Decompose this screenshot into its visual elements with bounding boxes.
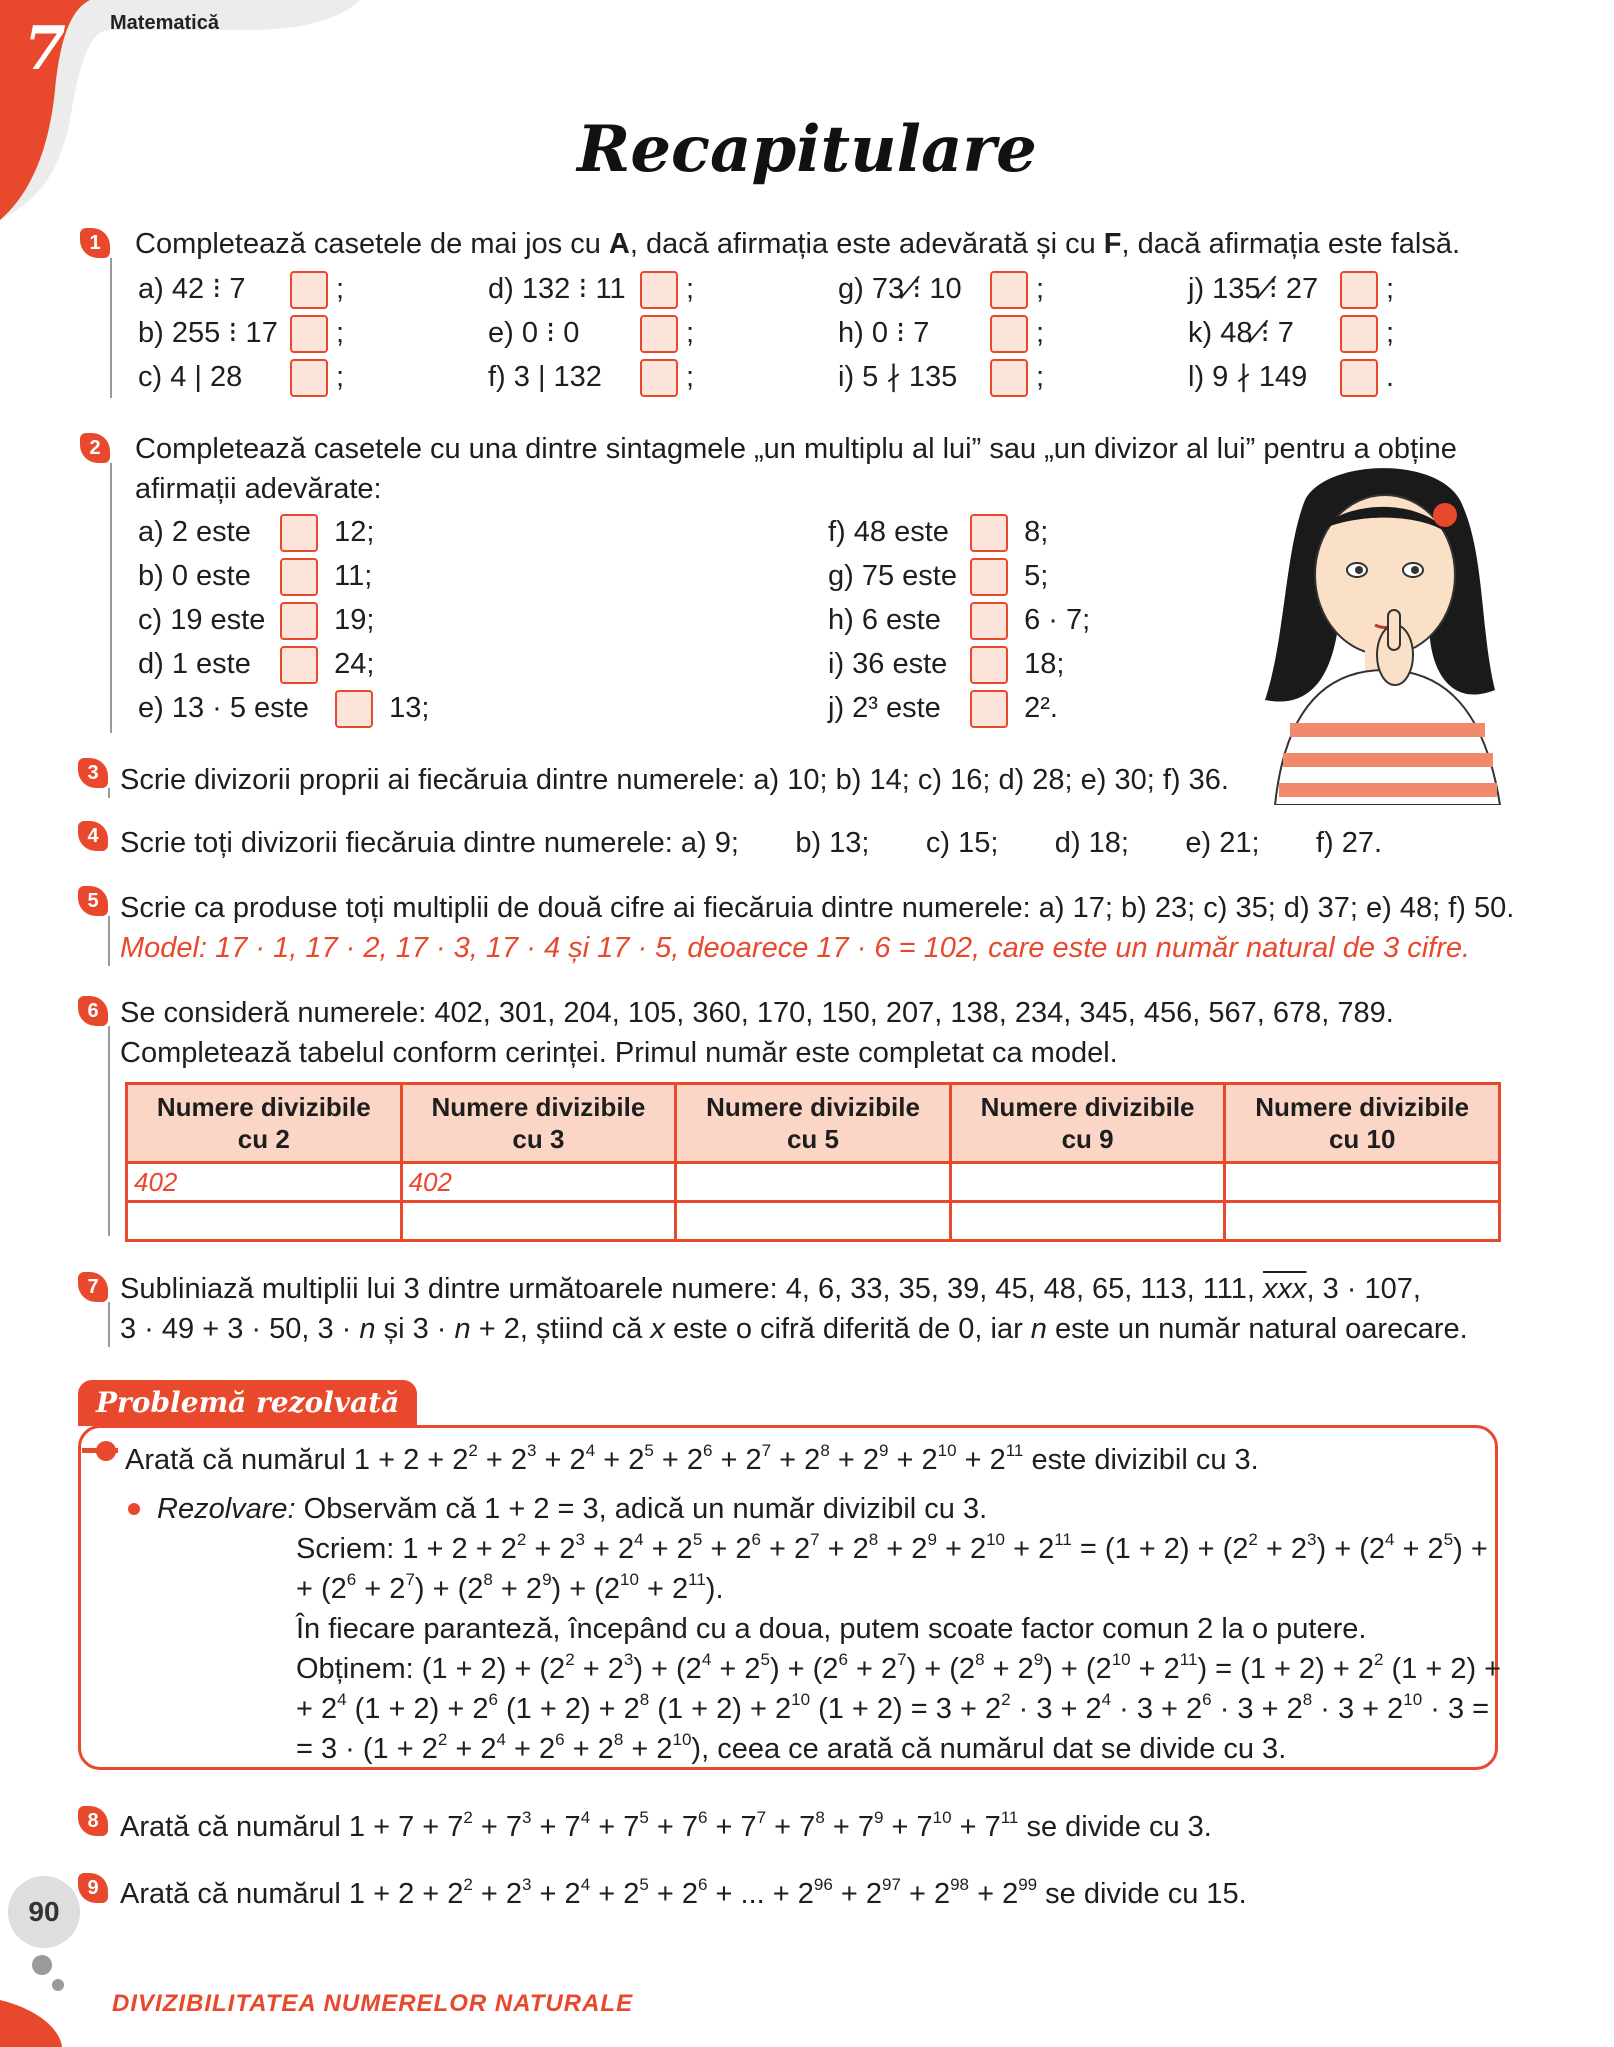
exercise-1-item (1188, 314, 1394, 353)
exercise-2-item-label: c) 19 este (138, 604, 266, 636)
table-cell[interactable] (127, 1202, 402, 1241)
exercise-5-text: Scrie ca produse toți multiplii de două cifre ai fiecăruia dintre numerele: a) 17; b) 23; c) 35; d) 37; e) 48; f) 50. (120, 892, 1515, 924)
exercise-number-5: 5 (78, 886, 108, 916)
table-cell[interactable] (676, 1202, 951, 1241)
table-header-cell: Numere divizibile cu 9 (950, 1084, 1225, 1163)
answer-box[interactable] (990, 315, 1028, 353)
exercise-1-item-label: h) 0 ⁝ 7 (838, 317, 930, 349)
answer-box[interactable] (970, 646, 1008, 684)
exercise-1-item-end: ; (1378, 273, 1395, 305)
answer-box[interactable] (280, 558, 318, 596)
exercise-1-item-label: l) 9 ∤ 149 (1188, 361, 1308, 393)
subject-label: Matematică (110, 12, 219, 34)
exercise-number-4: 4 (78, 821, 108, 851)
rezolvare-scriem: Scriem: $1 + 2 + 2^2 + 2^3 + 2^4 + 2^5 + 2^6 + 2^7 + 2^8 + 2^9 + 2^{10} + 2^{11} = (1 + 2) + (2^2 + 2^3) + (2^4 + 2^5)$ + (296, 1530, 1488, 1565)
exercise-2-item-label: f) 48 este (828, 516, 949, 548)
exercise-1-item-label: j) 135 ⁝̸ 27 (1188, 273, 1319, 305)
exercise-2-item-rest: 24; (318, 648, 375, 680)
answer-box[interactable] (970, 558, 1008, 596)
exercise-1-item-label: k) 48 ⁝̸ 7 (1188, 317, 1294, 349)
answer-box[interactable] (990, 271, 1028, 309)
exercise-2-item-rest: 5; (1008, 560, 1049, 592)
exercise-2-item-label: b) 0 este (138, 560, 251, 592)
table-cell[interactable] (676, 1163, 951, 1202)
exercise-1-item-label: b) 255 ⁝ 17 (138, 317, 278, 349)
exercise-4-text: Scrie toți divizorii fiecăruia dintre numerele: a) 9; b) 13; c) 15; d) 18; e) 21; f) 27. (120, 827, 1383, 859)
exercise-2-item-rest: 2². (1008, 692, 1058, 724)
answer-box[interactable] (290, 271, 328, 309)
exercise-1-item-label: a) 42 ⁝ 7 (138, 273, 246, 305)
rezolvare-obtinem: Obținem: $(1 + 2) + (2^2 + 2^3) + (2^4 + 2^5) + (2^6 + 2^7) + (2^8 + 2^9) + (2^{10} + 2^{11}) = (1 + 2) + 2^2$ (1 + 2) + (296, 1650, 1502, 1685)
exercise-6-bar (108, 1026, 110, 1236)
page-title: Recapitulare (577, 112, 1037, 187)
exercise-1-item-end: ; (328, 273, 345, 305)
girl-thinking-illustration (1245, 460, 1525, 805)
exercise-7-bar (108, 1302, 110, 1347)
exercise-3-bar (108, 788, 110, 798)
exercise-5-bar (108, 916, 110, 966)
exercise-1-item-end: ; (1378, 317, 1395, 349)
page-number-decoration (0, 1860, 80, 2047)
chapter-number: 7 (24, 14, 66, 84)
exercise-5-model: Model: 17 · 1, 17 · 2, 17 · 3, 17 · 4 și 17 · 5, deoarece 17 · 6 = 102, care este un număr natural de 3 cifre. (120, 932, 1471, 964)
exercise-1-item-end: ; (1028, 317, 1045, 349)
answer-box[interactable] (280, 514, 318, 552)
answer-box[interactable] (970, 690, 1008, 728)
exercise-1-item-label: i) 5 ∤ 135 (838, 361, 958, 393)
answer-box[interactable] (1340, 271, 1378, 309)
exercise-number-9: 9 (78, 1873, 108, 1903)
exercise-2-item-rest: 13; (373, 692, 430, 724)
exercise-number-8: 8 (78, 1806, 108, 1836)
answer-box[interactable] (970, 602, 1008, 640)
exercise-8-text: Arată că numărul $1 + 7 + 7^2 + 7^3 + 7^4 + 7^5 + 7^6 + 7^7 + 7^8 + 7^9 + 7^{10} + 7^{11}$ se divide cu 3. (120, 1808, 1212, 1843)
exercise-2-item (828, 689, 1058, 728)
exercise-1-item (138, 314, 344, 353)
table-cell[interactable] (1225, 1163, 1500, 1202)
answer-box[interactable] (990, 359, 1028, 397)
exercise-1-item-label: c) 4 | 28 (138, 361, 243, 393)
exercise-2-item-rest: 6 · 7; (1008, 604, 1091, 636)
exercise-2-item (138, 689, 429, 728)
footer-chapter-title: DIVIZIBILITATEA NUMERELOR NATURALE (112, 1990, 634, 2017)
answer-box[interactable] (290, 315, 328, 353)
exercise-2-item-label: i) 36 este (828, 648, 948, 680)
rezolvare-obtinem-cont: + $2^4$ $(1 + 2) + 2^6$ $(1 + 2) + 2^8$ $(1 + 2) + 2^{10}$ $(1 + 2) = 3 + 2^2 \cdot 3 + 2^4 \cdot 3 + 2^6 \cdot 3 + 2^8 \cdot 3 + 2^{10} \cdot 3$ = (296, 1690, 1490, 1725)
exercise-7-line2: 3 · 49 + 3 · 50, 3 · n și 3 · n + 2, știind că x este o cifră diferită de 0, iar n este un număr natural oarecare. (120, 1313, 1468, 1345)
table-cell[interactable] (401, 1202, 676, 1241)
exercise-number-1: 1 (80, 228, 110, 258)
exercise-2-item (828, 645, 1064, 684)
exercise-2-item-rest: 11; (318, 560, 373, 592)
table-cell[interactable] (1225, 1202, 1500, 1241)
exercise-2-item-label: g) 75 este (828, 560, 957, 592)
exercise-2-item (138, 557, 372, 596)
exercise-2-item (138, 601, 374, 640)
exercise-1-item-label: g) 73 ⁝̸ 10 (838, 273, 962, 305)
exercise-6-line1: Se consideră numerele: 402, 301, 204, 105, 360, 170, 150, 207, 138, 234, 345, 456, 567, 678, 789. (120, 997, 1394, 1029)
answer-box[interactable] (1340, 359, 1378, 397)
exercise-1-item-end: ; (1028, 273, 1045, 305)
rezolvare-line1: Rezolvare: Observăm că 1 + 2 = 3, adică un număr divizibil cu 3. (157, 1493, 988, 1525)
exercise-2-item (138, 645, 374, 684)
exercise-number-6: 6 (78, 996, 108, 1026)
exercise-2-instruction-line2: afirmații adevărate: (135, 473, 382, 505)
exercise-1-item-end: ; (678, 273, 695, 305)
table-cell[interactable] (950, 1163, 1225, 1202)
exercise-1-item (838, 358, 1044, 397)
exercise-number-3: 3 (78, 758, 108, 788)
exercise-1-item-end: ; (1028, 361, 1045, 393)
table-cell[interactable]: 402 (127, 1163, 402, 1202)
exercise-1-item (138, 270, 344, 309)
exercise-2-bar (110, 463, 112, 733)
table-cell[interactable]: 402 (401, 1163, 676, 1202)
exercise-1-item-end: ; (678, 361, 695, 393)
rezolvare-conclusion: = $3 \cdot (1 + 2^2 + 2^4 + 2^6 + 2^8 + 2^{10})$, ceea ce arată că numărul dat se divide cu 3. (296, 1730, 1287, 1765)
answer-box[interactable] (1340, 315, 1378, 353)
exercise-2-item-rest: 19; (318, 604, 375, 636)
exercise-1-item-label: d) 132 ⁝ 11 (488, 273, 626, 305)
answer-box[interactable] (335, 690, 373, 728)
exercise-2-item-label: a) 2 este (138, 516, 251, 548)
exercise-1-item (838, 270, 1044, 309)
exercise-1-item-end: ; (328, 317, 345, 349)
page-number: 90 (28, 1896, 60, 1927)
exercise-2-item-label: d) 1 este (138, 648, 251, 680)
exercise-1-item (1188, 270, 1394, 309)
exercise-2-item-label: e) 13 · 5 este (138, 692, 309, 724)
exercise-1-item-end: . (1378, 361, 1395, 393)
rezolvare-fiecare: În fiecare paranteză, începând cu a doua, putem scoate factor comun 2 la o putere. (296, 1613, 1367, 1645)
divisibility-table (125, 1082, 1501, 1242)
exercise-2-item (828, 601, 1090, 640)
exercise-7-line1: Subliniază multiplii lui 3 dintre următoarele numere: 4, 6, 33, 35, 39, 45, 48, 65, 113, 111, $\overline{xxx}$, 3 · 107, (120, 1273, 1421, 1305)
exercise-2-item-label: j) 2³ este (828, 692, 941, 724)
exercise-1-item (488, 270, 694, 309)
exercise-2-instruction-line1: Completează casetele cu una dintre sintagmele „un multiplu al lui” sau „un divizor al lui” pentru a obține (135, 433, 1457, 465)
exercise-1-instruction: Completează casetele de mai jos cu A, dacă afirmația este adevărată și cu F, dacă afirmația este falsă. (135, 228, 1461, 260)
exercise-1-item (1188, 358, 1394, 397)
rezolvare-bullet (128, 1503, 140, 1515)
exercise-1-item-end: ; (678, 317, 695, 349)
answer-box[interactable] (640, 359, 678, 397)
solved-problem-statement: Arată că numărul $1 + 2 + 2^2 + 2^3 + 2^4 + 2^5 + 2^6 + 2^7 + 2^8 + 2^9 + 2^{10} + 2^{11}$ este divizibil cu 3. (125, 1441, 1259, 1476)
exercise-2-item-label: h) 6 este (828, 604, 941, 636)
exercise-2-item-rest: 18; (1008, 648, 1065, 680)
exercise-number-7: 7 (78, 1272, 108, 1302)
exercise-1-item-end: ; (328, 361, 345, 393)
answer-box[interactable] (970, 514, 1008, 552)
exercise-1-item (488, 314, 694, 353)
exercise-3-text: Scrie divizorii proprii ai fiecăruia dintre numerele: a) 10; b) 14; c) 16; d) 28; e) 30; f) 36. (120, 764, 1229, 796)
answer-box[interactable] (640, 271, 678, 309)
table-header-cell: Numere divizibile cu 3 (401, 1084, 676, 1163)
table-header-cell: Numere divizibile cu 10 (1225, 1084, 1500, 1163)
exercise-2-item (828, 557, 1048, 596)
exercise-2-item-rest: 12; (318, 516, 375, 548)
answer-box[interactable] (640, 315, 678, 353)
exercise-2-item (138, 513, 374, 552)
answer-box[interactable] (290, 359, 328, 397)
table-cell[interactable] (950, 1202, 1225, 1241)
exercise-1-bar (110, 258, 112, 398)
exercise-2-item-rest: 8; (1008, 516, 1049, 548)
exercise-1-item (138, 358, 344, 397)
table-header-cell: Numere divizibile cu 5 (676, 1084, 951, 1163)
solved-problem-dot (96, 1441, 116, 1461)
rezolvare-scriem-cont: + $(2^6 + 2^7) + (2^8 + 2^9) + (2^{10} + 2^{11})$. (296, 1570, 724, 1605)
exercise-1-item-label: e) 0 ⁝ 0 (488, 317, 580, 349)
exercise-2-item (828, 513, 1048, 552)
exercise-1-item (838, 314, 1044, 353)
solved-problem-label: Problemă rezolvată (78, 1380, 417, 1426)
exercise-1-item (488, 358, 694, 397)
exercise-6-line2: Completează tabelul conform cerinței. Primul număr este completat ca model. (120, 1037, 1118, 1069)
exercise-number-2: 2 (80, 433, 110, 463)
answer-box[interactable] (280, 602, 318, 640)
exercise-1-item-label: f) 3 | 132 (488, 361, 602, 393)
answer-box[interactable] (280, 646, 318, 684)
table-header-cell: Numere divizibile cu 2 (127, 1084, 402, 1163)
exercise-9-text: Arată că numărul $1 + 2 + 2^2 + 2^3 + 2^4 + 2^5 + 2^6$ + ... + $2^{96} + 2^{97} + 2^{98} + 2^{99}$ se divide cu 15. (120, 1875, 1247, 1910)
